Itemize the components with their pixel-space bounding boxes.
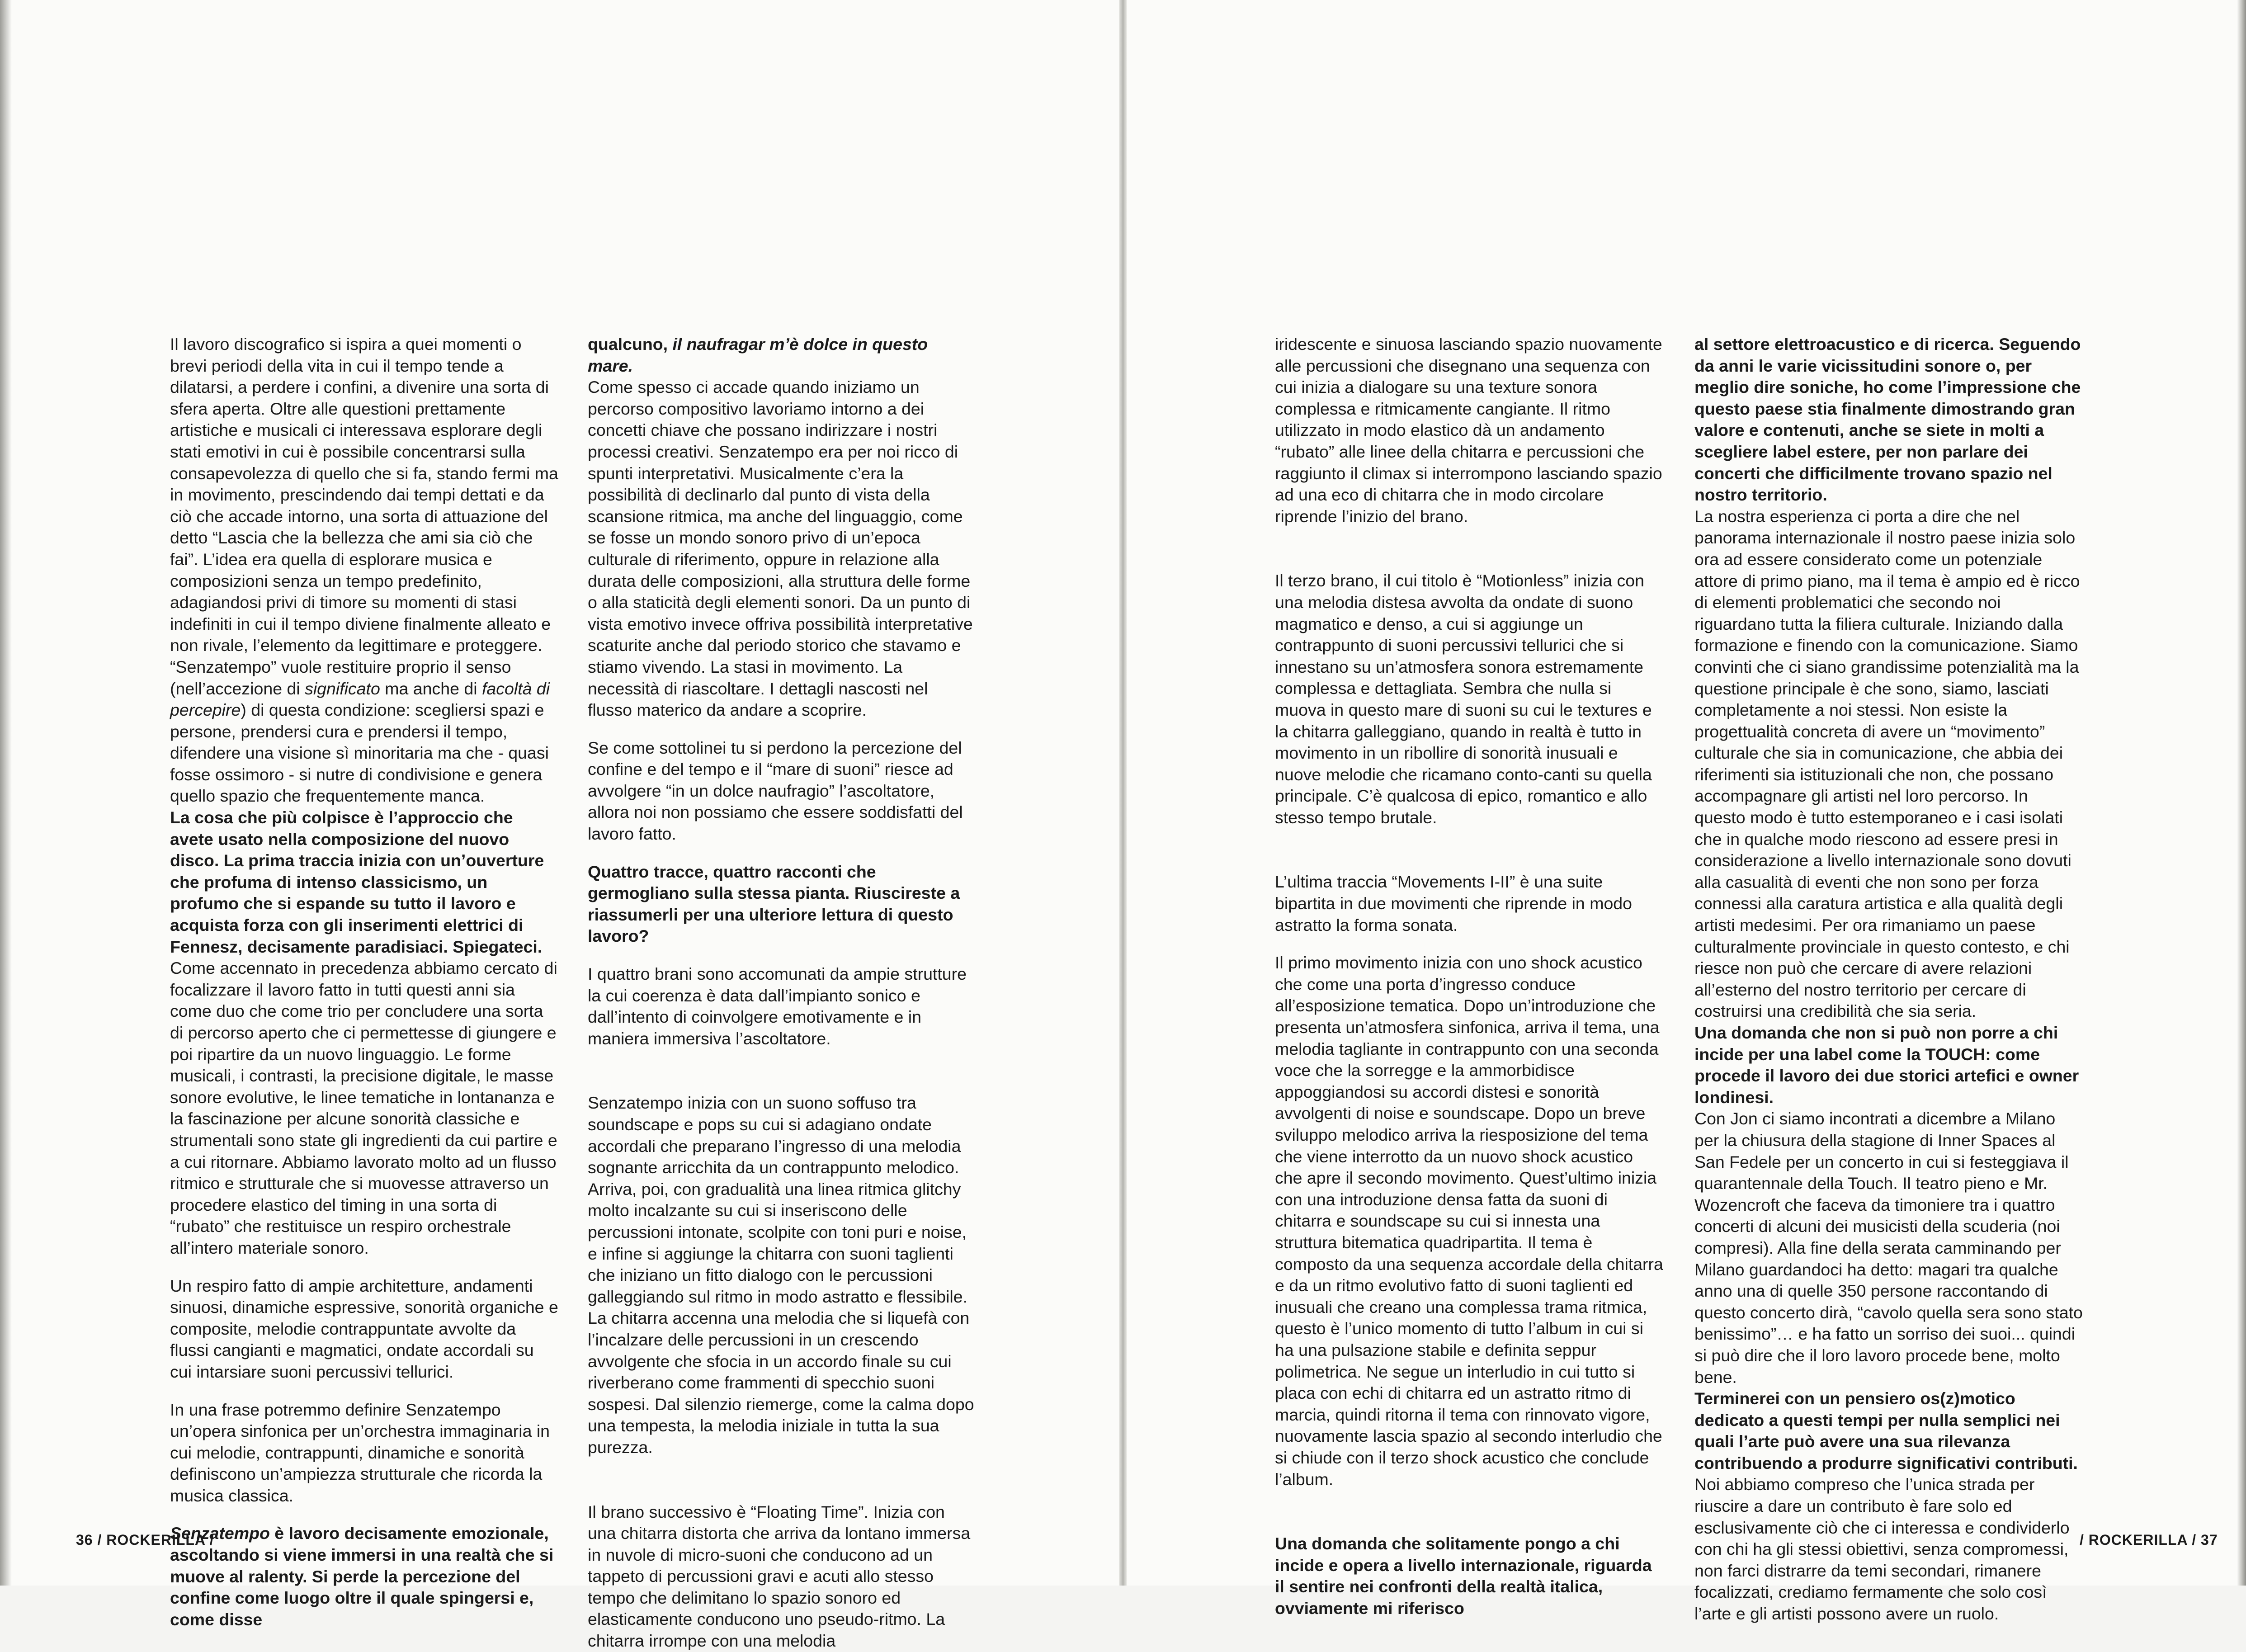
page-folio-right: / ROCKERILLA / 37 (2080, 1532, 2218, 1548)
text-column-1 (170, 334, 559, 1630)
answer-paragraph: In una frase potremmo definire Senzatempo un’opera sinfonica per un’orchestra immaginaria in cui melodie, contrappunti, dinamiche e sonorità definiscono un’ampiezza strutturale che ricorda la musica classica. (170, 1400, 550, 1505)
answer-text: ma anche di (380, 679, 482, 698)
left-page-edge (0, 0, 12, 1586)
interview-question: al settore elettroacustico e di ricerca. Seguendo da anni le varie vicissitudini sonore o, per meglio dire soniche, ho come l’impressione che questo paese stia finalmente dimostrando gran valore e contenuti, anche se siete in molti a scegliere label estere, per non parlare dei concerti che difficilmente trovano spazio nel nostro territorio. (1694, 335, 2081, 505)
answer-italic: facoltà di percepire (170, 679, 550, 720)
answer-paragraph: L’ultima traccia “Movements I-II” è una suite bipartita in due movimenti che riprende in modo astratto la forma sonata. (1275, 872, 1633, 935)
page-folio-left: 36 / ROCKERILLA / (76, 1532, 214, 1548)
answer-paragraph: iridescente e sinuosa lasciando spazio nuovamente alle percussioni che disegnano una sequenza con cui inizia a dialogare su una texture sonora complessa e ritmicamente cangiante. Il ritmo utilizzato in modo elastico dà un andamento “rubato” alle linee della chitarra e percussioni che raggiunto il climax si interrompono lasciando spazio ad una eco di chitarra che in modo circolare riprende l’inizio del brano. (1275, 335, 1662, 526)
question-text: è lavoro decisamente emozionale, ascoltando si viene immersi in una realtà che si muove al ralenty. Si perde la percezione del confine come luogo oltre il quale spingersi e, come disse (170, 1524, 554, 1629)
interview-question: Quattro tracce, quattro racconti che germogliano sulla stessa pianta. Riuscireste a riassumerli per una ulteriore lettura di questo lavoro? (588, 862, 960, 946)
question-italic: il naufragar m’è dolce in questo mare. (588, 335, 928, 375)
interview-question (170, 1523, 559, 1630)
answer-paragraph: Come accennato in precedenza abbiamo cercato di focalizzare il lavoro fatto in tutti questi anni sia come duo che come trio per concludere una sorta di percorso aperto che ci permettesse di giungere e poi ripartire da un nuovo linguaggio. Le forme musicali, i contrasti, la precisione digitale, le masse sonore evolutive, le linee tematiche in lontananza e la fascinazione per alcune sonorità classiche e strumentali sono state gli ingredienti da cui partire e a cui ritornare. Abbiamo lavorato molto ad un flusso ritmico e strutturale che si muovesse attraverso un procedere elastico del timing in una sorta di “rubato” che restituisce un respiro orchestrale all’intero materiale sonoro. (170, 958, 557, 1257)
question-text: qualcuno, (588, 335, 673, 354)
answer-text: ) di questa condizione: scegliersi spazi e persone, prendersi cura e prendersi il tempo, difendere una visione sì minoritaria ma che - quasi fosse ossimoro - si nutre di condivisione e genera quello spazio che frequentemente manca. (170, 700, 549, 806)
book-spine (1119, 0, 1127, 1586)
interview-question: Una domanda che solitamente pongo a chi incide e opera a livello internazionale, riguarda il sentire nei confronti della realtà italica, ovviamente mi riferisco (1275, 1534, 1652, 1618)
answer-paragraph: Il brano successivo è “Floating Time”. Inizia con una chitarra distorta che arriva da lontano immersa in nuvole di micro-suoni che conducono ad un tappeto di percussioni gravi e acuti allo stesso tempo che delimitano lo spazio sonoro ed elasticamente conducono uno pseudo-ritmo. La chitarra irrompe con una melodia (588, 1502, 971, 1651)
answer-text: Il lavoro discografico si ispira a quei momenti o brevi periodi della vita in cui il tempo tende a dilatarsi, a perdere i confini, a divenire una sorta di sfera aperta. Oltre alle questioni prettamente artistiche e musicali ci interessava esplorare degli stati emotivi in cui è possibile concentrarsi sulla consapevolezza di quello che si fa, stando fermi ma in movimento, prescindendo dai tempi dettati e da ciò che accade intorno, una sorta di attuazione del detto “Lascia che la bellezza che ami sia ciò che fai”. L’idea era quella di esplorare musica e composizioni senza un tempo predefinito, adagiandosi privi di timore su momenti di stasi indefiniti in cui il tempo diviene finalmente alleato e non rivale, l’elemento da legittimare e proteggere. “Senzatempo” vuole restituire proprio il senso (nell’accezione di (170, 335, 558, 698)
answer-paragraph: Se come sottolinei tu si perdono la percezione del confine e del tempo e il “mare di suoni” riesce ad avvolgere “in un dolce naufragio” l’ascoltatore, allora noi non possiamo che essere soddisfatti del lavoro fatto. (588, 738, 963, 844)
text-column-3 (1275, 334, 1664, 1619)
interview-question (588, 334, 977, 377)
answer-paragraph: Con Jon ci siamo incontrati a dicembre a Milano per la chiusura della stagione di Inner Spaces al San Fedele per un concerto in cui si festeggiava il quarantennale della Touch. Il teatro pieno e Mr. Wozencroft che faceva da timoniere tra i quattro concerti di alcuni dei musicisti della scuderia (noi compresi). Alla fine della serata camminando per Milano guardandoci ha detto: magari tra qualche anno una di quelle 350 persone raccontando di questo concerto dirà, “cavolo quella sera sono stato benissimo”… e ha fatto un sorriso dei suoi... quindi si può dire che il loro lavoro procede bene, molto bene. (1694, 1109, 2083, 1387)
answer-paragraph: Un respiro fatto di ampie architetture, andamenti sinuosi, dinamiche espressive, sonorità organiche e composite, melodie contrappuntate avvolte da flussi cangianti e magmatici, ondate accordali su cui intarsiare suoni percussivi tellurici. (170, 1276, 558, 1381)
answer-paragraph: Come spesso ci accade quando iniziamo un percorso compositivo lavoriamo intorno a dei concetti chiave che possano indirizzare i nostri processi creativi. Senzatempo era per noi ricco di spunti interpretativi. Musicalmente c’era la possibilità di declinarlo dal punto di vista della scansione ritmica, ma anche del linguaggio, come se fosse un mondo sonoro privo di un’epoca culturale di riferimento, oppure in relazione alla durata delle composizioni, alla struttura delle forme o alla staticità degli elementi sonori. Da un punto di vista emotivo invece offriva possibilità interpretative scaturite anche dal periodo storico che stavamo e stiamo vivendo. La stasi in movimento. La necessità di riascoltare. I dettagli nascosti nel flusso materico da andare a scoprire. (588, 378, 973, 720)
answer-paragraph: I quattro brani sono accomunati da ampie strutture la cui coerenza è data dall’impianto sonico e dall’intento di coinvolgere emotivamente e in maniera immersiva l’ascoltatore. (588, 964, 967, 1048)
text-column-4 (1694, 334, 2083, 1625)
question-italic: Senzatempo (170, 1524, 270, 1543)
answer-italic: significato (305, 679, 380, 698)
answer-paragraph: Senzatempo inizia con un suono soffuso tra soundscape e pops su cui si adagiano ondate accordali che preparano l’ingresso di una melodia sognante arricchita da un contrappunto melodico. Arriva, poi, con gradualità una linea ritmica glitchy molto incalzante su cui si inseriscono delle percussioni intonate, scolpite con toni puri e noise, e infine si aggiunge la chitarra con suoni taglienti che iniziano un fitto dialogo con le percussioni galleggiando sul ritmo in modo astratto e flessibile. La chitarra accenna una melodia che si liquefà con l’incalzare delle percussioni in un crescendo avvolgente che sfocia in un accordo finale su cui riverberano come frammenti di specchio suoni sospesi. Dal silenzio riemerge, come la calma dopo una tempesta, la melodia iniziale in tutta la sua purezza. (588, 1093, 974, 1457)
answer-paragraph: Il terzo brano, il cui titolo è “Motionless” inizia con una melodia distesa avvolta da ondate di suono magmatico e denso, a cui si aggiunge un contrappunto di suoni percussivi tellurici che si innestano su un’atmosfera sonora estremamente complessa e dettagliata. Sembra che nulla si muova in questo mare di suoni su cui le textures e la chitarra galleggiano, quando in realtà è tutto in movimento in un ribollire di sonorità inusuali e nuove melodie che ricamano conto-canti su quella principale. C’è qualcosa di epico, romantico e allo stesso tempo brutale. (1275, 571, 1652, 827)
answer-paragraph: Il primo movimento inizia con uno shock acustico che come una porta d’ingresso conduce all’esposizione tematica. Dopo un’introduzione che presenta un’atmosfera sinfonica, arriva il tema, una melodia tagliante in contrappunto con una seconda voce che la sorregge e la ammorbidisce appoggiandosi su accordi distesi e sonorità avvolgenti di noise e soundscape. Dopo un breve sviluppo melodico arriva la riesposizione del tema che viene interrotto da un nuovo shock acustico che apre il secondo movimento. Quest’ultimo inizia con una introduzione densa fatta da suoni di chitarra e soundscape su cui si innesta una struttura bitematica quadripartita. Il tema è composto da una sequenza accordale della chitarra e da un ritmo evolutivo fatto di suoni taglienti ed inusuali che creano una complessa trama ritmica, questo è l’unico momento di tutto l’album in cui si ha una pulsazione stabile e definita seppur polimetrica. Ne segue un interludio in cui tutto si placa con echi di chitarra ed un astratto ritmo di marcia, quindi ritorna il tema con rinnovato vigore, nuovamente lascia spazio al secondo interludio che si chiude con il terzo shock acustico che conclude l’album. (1275, 953, 1663, 1489)
right-page-edge (2237, 0, 2246, 1586)
interview-question: Terminerei con un pensiero os(z)motico dedicato a questi tempi per nulla semplici nei quali l’arte può avere una sua rilevanza contribuendo a produrre significativi contributi. (1694, 1389, 2078, 1473)
answer-paragraph: La nostra esperienza ci porta a dire che nel panorama internazionale il nostro paese inizia solo ora ad essere considerato come un potenziale attore di primo piano, ma il tema è ampio ed è ricco di elementi problematici che secondo noi riguardano tutta la filiera culturale. Iniziando dalla formazione e finendo con la comunicazione. Siamo convinti che ci siano grandissime potenzialità ma la questione principale è che sono, siamo, lasciati completamente a noi stessi. Non esiste la progettualità concreta di avere un “movimento” culturale che sia in comunicazione, che abbia dei riferimenti sia istituzionali che non, che possano accompagnare gli artisti nel loro percorso. In questo modo è tutto estemporaneo e i casi isolati che in qualche modo riescono ad essere presi in considerazione a livello internazionale sono dovuti alla casualità di eventi che non sono per forza connessi alla caratura artistica e alla qualità degli artisti medesimi. Per ora rimaniamo un paese culturalmente provinciale in questo contesto, e chi riesce non può che cercare di avere relazioni all’esterno del nostro territorio per cercare di costruirsi una credibilità che sia seria. (1694, 506, 2080, 1021)
text-column-2 (588, 334, 977, 1652)
interview-question: La cosa che più colpisce è l’approccio che avete usato nella composizione del nuovo disco. La prima traccia inizia con un’ouverture che profuma di intenso classicismo, un profumo che si espande su tutto il lavoro e acquista forza con gli inserimenti elettrici di Fennesz, decisamente paradisiaci. Spiegateci. (170, 808, 544, 956)
answer-paragraph: Noi abbiamo compreso che l’unica strada per riuscire a dare un contributo è fare solo ed esclusivamente ciò che ci interessa e condividerlo con chi ha gli stessi obiettivi, senza compromessi, non farci distrarre da temi secondari, rimanere focalizzati, crediamo fermamente che solo così l’arte e gli artisti possono avere un ruolo. (1694, 1475, 2070, 1624)
interview-question: Una domanda che non si può non porre a chi incide per una label come la TOUCH: come procede il lavoro dei due storici artefici e owner londinesi. (1694, 1023, 2079, 1107)
answer-paragraph (170, 334, 559, 807)
